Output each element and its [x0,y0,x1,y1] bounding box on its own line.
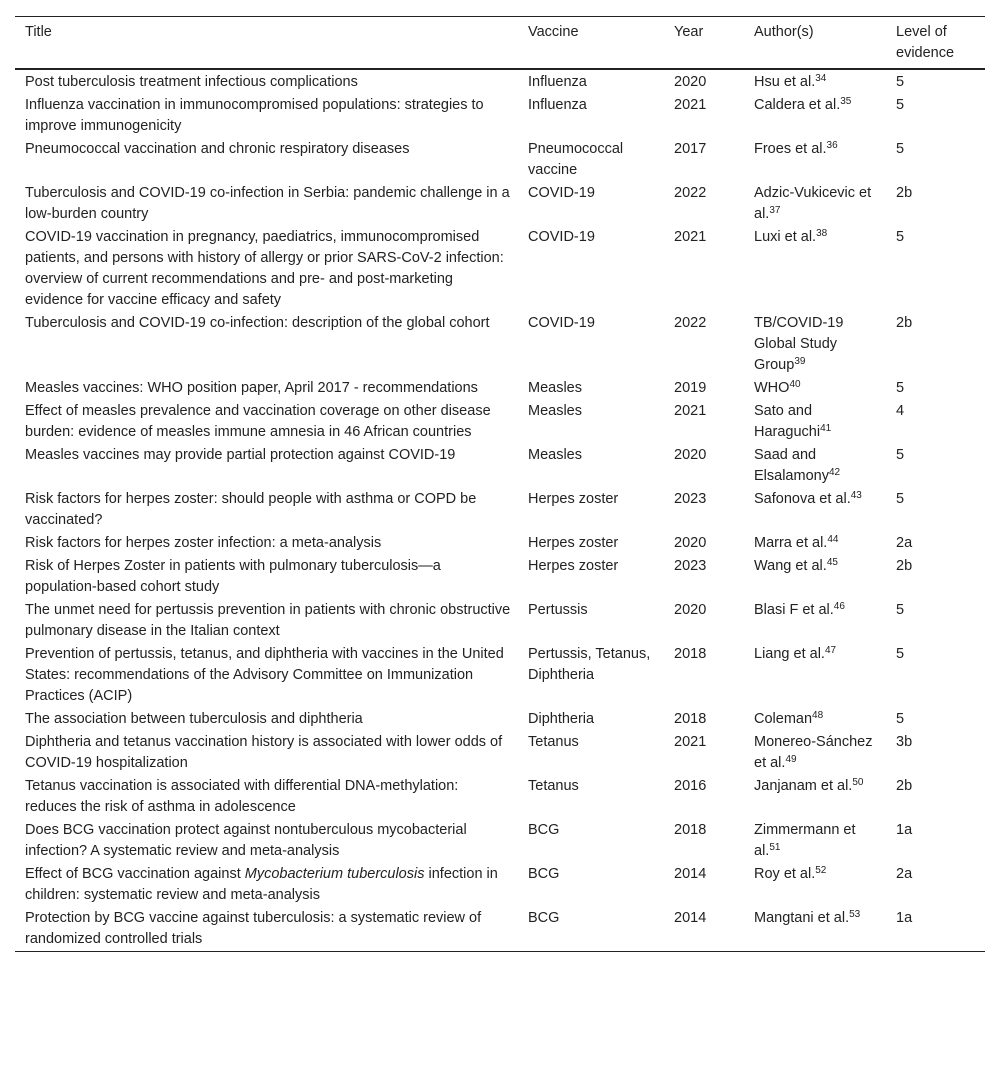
cell-vaccine: Influenza [528,74,587,90]
cell-authors [744,182,886,226]
cell-year: 2021 [674,229,707,245]
cell-vaccine: Herpes zoster [528,535,619,551]
title-text: Effect of BCG vaccination against [25,866,245,882]
cell-title: Influenza vaccination in immunocompromised populations: strategies to improve immunogenicity [25,97,484,134]
cell-vaccine: Pneumococcal vaccine [528,141,624,178]
cell-title: Measles vaccines may provide partial protection against COVID-19 [25,447,456,463]
cell-title: Tuberculosis and COVID-19 co-infection in Serbia: pandemic challenge in a low-burden country [25,185,510,222]
cell-authors [744,863,886,907]
table-header [15,17,985,70]
cell-authors [744,775,886,819]
cell-year: 2018 [674,822,707,838]
header-authors: Author(s) [754,24,814,40]
reference-number: 38 [816,228,828,239]
reference-number: 52 [815,865,827,876]
cell-authors [744,69,886,94]
cell-level-of-evidence: 5 [896,229,905,245]
cell-vaccine: COVID-19 [528,315,595,331]
author-name: Adzic-Vukicevic et al. [754,185,872,222]
reference-number: 43 [850,490,862,501]
reference-number: 44 [827,534,839,545]
cell-title: Measles vaccines: WHO position paper, April 2017 - recommendations [25,380,478,396]
cell-authors [744,94,886,138]
reference-number: 50 [852,777,864,788]
cell-authors [744,643,886,708]
table-row [15,819,985,863]
cell-authors [744,708,886,731]
reference-number: 49 [785,754,797,765]
cell-year: 2018 [674,711,707,727]
cell-title: Risk of Herpes Zoster in patients with pulmonary tuberculosis—a population-based cohort study [25,558,441,595]
cell-year: 2022 [674,315,707,331]
cell-year: 2019 [674,380,707,396]
cell-authors [744,907,886,952]
cell-level-of-evidence: 1a [896,910,913,926]
cell-title: Prevention of pertussis, tetanus, and diphtheria with vaccines in the United States: recommendations of the Advisory Committee on Immunization Practices (ACIP) [25,646,504,704]
header-row [15,17,985,70]
cell-authors [744,555,886,599]
cell-level-of-evidence: 2b [896,315,913,331]
cell-vaccine: COVID-19 [528,229,595,245]
cell-authors [744,226,886,312]
reference-number: 36 [826,140,838,151]
cell-title [15,863,518,907]
author-name: Mangtani et al. [754,910,850,926]
author-name: Monereo-Sánchez et al. [754,734,873,771]
author-name: Luxi et al. [754,229,817,245]
cell-level-of-evidence: 2a [896,535,913,551]
cell-title: Effect of measles prevalence and vaccination coverage on other disease burden: evidence of measles immune amnesia in 46 African countries [25,403,491,440]
cell-level-of-evidence: 2b [896,185,913,201]
cell-level-of-evidence: 2b [896,558,913,574]
cell-level-of-evidence: 5 [896,74,905,90]
cell-title: The association between tuberculosis and diphtheria [25,711,363,727]
cell-authors [744,731,886,775]
cell-vaccine: Pertussis [528,602,588,618]
reference-number: 37 [769,205,781,216]
cell-title: COVID-19 vaccination in pregnancy, paediatrics, immunocompromised patients, and persons with history of allergy or prior SARS-CoV-2 infection: overview of current recommendations and pre- and post-marketing evidence for vaccine efficacy and safety [25,229,504,308]
table-row [15,69,985,94]
cell-level-of-evidence: 2b [896,778,913,794]
cell-level-of-evidence: 2a [896,866,913,882]
cell-vaccine: COVID-19 [528,185,595,201]
table-row [15,532,985,555]
cell-title: The unmet need for pertussis prevention in patients with chronic obstructive pulmonary disease in the Italian context [25,602,511,639]
cell-title: Risk factors for herpes zoster infection: a meta-analysis [25,535,382,551]
cell-year: 2014 [674,910,707,926]
cell-year: 2017 [674,141,707,157]
cell-level-of-evidence: 5 [896,447,905,463]
reference-number: 41 [820,423,832,434]
cell-vaccine: Measles [528,447,582,463]
header-vaccine: Vaccine [528,24,579,40]
table-row [15,775,985,819]
cell-level-of-evidence: 5 [896,97,905,113]
table-row [15,863,985,907]
reference-number: 39 [794,356,806,367]
cell-level-of-evidence: 4 [896,403,905,419]
author-name: Roy et al. [754,866,816,882]
cell-level-of-evidence: 5 [896,491,905,507]
cell-authors [744,819,886,863]
reference-number: 40 [789,379,801,390]
reference-number: 34 [815,73,827,84]
cell-authors [744,400,886,444]
cell-vaccine: Tetanus [528,778,579,794]
cell-year: 2023 [674,491,707,507]
header-year: Year [674,24,704,40]
cell-authors [744,532,886,555]
author-name: Wang et al. [754,558,827,574]
table-row [15,312,985,377]
cell-level-of-evidence: 5 [896,711,905,727]
cell-level-of-evidence: 5 [896,602,905,618]
table-row [15,182,985,226]
cell-year: 2022 [674,185,707,201]
reference-number: 35 [840,96,852,107]
title-species-name: Mycobacterium tuberculosis [244,866,425,882]
cell-title: Tuberculosis and COVID-19 co-infection: description of the global cohort [25,315,490,331]
cell-level-of-evidence: 1a [896,822,913,838]
cell-year: 2023 [674,558,707,574]
cell-vaccine: BCG [528,866,560,882]
cell-vaccine: Herpes zoster [528,491,619,507]
table-row [15,731,985,775]
header-level-of-evidence: Level of evidence [896,24,955,61]
table-row [15,708,985,731]
cell-vaccine: BCG [528,822,560,838]
author-name: Sato and Haraguchi [754,403,821,440]
reference-number: 51 [769,842,781,853]
cell-year: 2020 [674,74,707,90]
cell-year: 2018 [674,646,707,662]
cell-year: 2020 [674,535,707,551]
author-name: Coleman [754,711,813,727]
cell-title: Tetanus vaccination is associated with differential DNA-methylation: reduces the risk of asthma in adolescence [25,778,459,815]
table-row [15,138,985,182]
cell-year: 2020 [674,447,707,463]
cell-year: 2021 [674,97,707,113]
reference-number: 48 [812,710,824,721]
cell-title: Protection by BCG vaccine against tuberculosis: a systematic review of randomized controlled trials [25,910,482,947]
cell-authors [744,138,886,182]
cell-vaccine: Diphtheria [528,711,595,727]
cell-year: 2016 [674,778,707,794]
table-row [15,377,985,400]
author-name: Froes et al. [754,141,827,157]
author-name: Marra et al. [754,535,828,551]
cell-authors [744,444,886,488]
cell-title: Risk factors for herpes zoster: should people with asthma or COPD be vaccinated? [25,491,477,528]
cell-authors [744,312,886,377]
author-name: Blasi F et al. [754,602,834,618]
cell-year: 2021 [674,403,707,419]
cell-authors [744,377,886,400]
table-row [15,226,985,312]
table-row [15,488,985,532]
author-name: TB/COVID-19 Global Study Group [754,315,844,373]
author-name: Zimmermann et al. [754,822,856,859]
author-name: Saad and Elsalamony [754,447,829,484]
author-name: Janjanam et al. [754,778,853,794]
table-row [15,599,985,643]
cell-year: 2014 [674,866,707,882]
reference-number: 53 [849,909,861,920]
reference-number: 47 [824,645,837,656]
cell-title: Pneumococcal vaccination and chronic respiratory diseases [25,141,410,157]
table-row [15,94,985,138]
cell-vaccine: Measles [528,380,582,396]
author-name: WHO [754,380,790,396]
author-name: Caldera et al. [754,97,841,113]
cell-authors [744,599,886,643]
cell-level-of-evidence: 5 [896,646,905,662]
cell-vaccine: Influenza [528,97,587,113]
reference-number: 46 [833,601,845,612]
reference-number: 42 [828,467,841,478]
header-title: Title [25,24,52,40]
cell-title: Does BCG vaccination protect against nontuberculous mycobacterial infection? A systematic review and meta-analysis [25,822,467,859]
title-text: infection in children: systematic review and meta-analysis [25,866,498,903]
table-body [15,69,985,952]
cell-vaccine: Herpes zoster [528,558,619,574]
cell-vaccine: BCG [528,910,560,926]
table-row [15,400,985,444]
table-row [15,643,985,708]
author-name: Hsu et al. [754,74,816,90]
evidence-table-container [15,16,985,952]
cell-vaccine: Measles [528,403,582,419]
cell-level-of-evidence: 5 [896,380,905,396]
cell-year: 2021 [674,734,707,750]
table-row [15,907,985,952]
evidence-table [15,16,985,952]
cell-vaccine: Tetanus [528,734,579,750]
cell-vaccine: Pertussis, Tetanus, Diphtheria [528,646,651,683]
cell-title: Diphtheria and tetanus vaccination history is associated with lower odds of COVID-19 hospitalization [25,734,503,771]
table-row [15,555,985,599]
table-row [15,444,985,488]
cell-year: 2020 [674,602,707,618]
cell-level-of-evidence: 5 [896,141,905,157]
reference-number: 45 [826,557,838,568]
cell-title: Post tuberculosis treatment infectious complications [25,74,358,90]
cell-authors [744,488,886,532]
author-name: Safonova et al. [754,491,851,507]
author-name: Liang et al. [754,646,825,662]
cell-level-of-evidence: 3b [896,734,913,750]
